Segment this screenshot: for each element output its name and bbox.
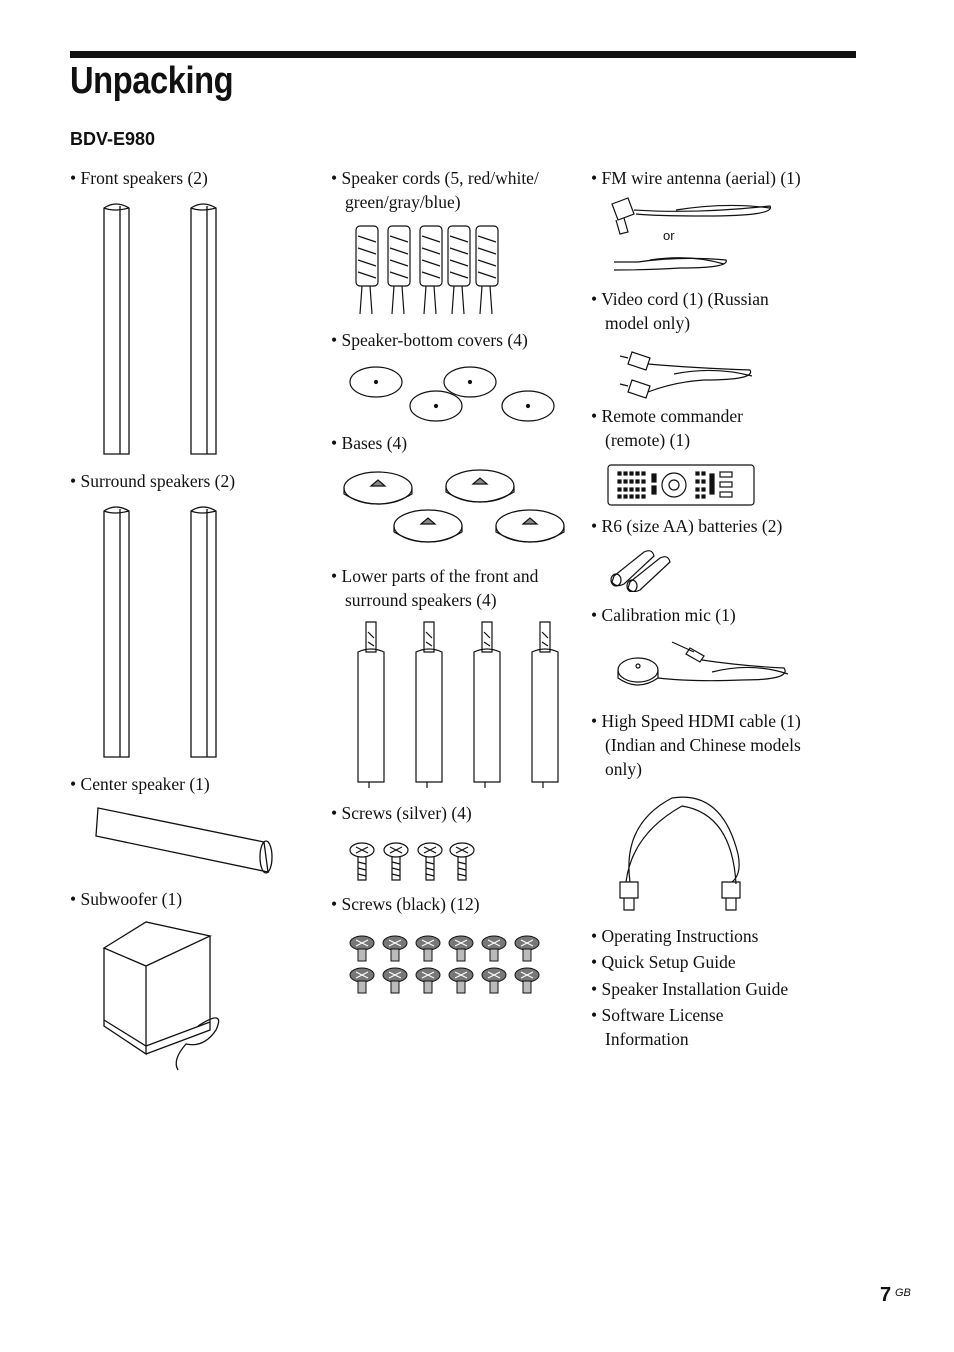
item-subwoofer: • Subwoofer (1) — [70, 887, 182, 911]
item-doc-operating: • Operating Instructions — [591, 924, 759, 948]
model-heading: BDV-E980 — [70, 129, 156, 149]
calibration-mic-illustration — [612, 636, 797, 698]
or-label: or — [663, 228, 675, 243]
screws-silver-illustration — [348, 840, 483, 884]
item-bases: • Bases (4) — [331, 431, 407, 455]
item-hdmi-cable: • High Speed HDMI cable (1) (Indian and Chinese models only) — [591, 709, 801, 781]
item-lower-parts: • Lower parts of the front and surround speakers (4) — [331, 564, 538, 612]
screws-black-illustration — [348, 934, 546, 996]
speaker-bottom-covers-illustration — [346, 362, 561, 430]
item-batteries: • R6 (size AA) batteries (2) — [591, 514, 782, 538]
bases-illustration — [340, 464, 572, 556]
page-number: 7 — [880, 1284, 892, 1306]
item-screws-silver: • Screws (silver) (4) — [331, 801, 472, 825]
video-cord-illustration — [614, 346, 759, 402]
page-title: Unpacking — [70, 60, 234, 102]
item-calibration-mic: • Calibration mic (1) — [591, 603, 736, 627]
center-speaker-illustration — [92, 804, 277, 879]
item-doc-quick-setup: • Quick Setup Guide — [591, 950, 736, 974]
lower-parts-illustration — [352, 618, 567, 793]
item-speaker-bottom-covers: • Speaker-bottom covers (4) — [331, 328, 528, 352]
item-doc-speaker-install: • Speaker Installation Guide — [591, 977, 788, 1001]
subwoofer-illustration — [98, 918, 228, 1078]
front-speakers-illustration — [96, 200, 226, 460]
item-fm-antenna: • FM wire antenna (aerial) (1) — [591, 166, 801, 190]
fm-antenna-wire-illustration — [610, 250, 735, 278]
item-surround-speakers: • Surround speakers (2) — [70, 469, 235, 493]
surround-speakers-illustration — [96, 503, 226, 763]
speaker-cords-illustration — [352, 222, 502, 320]
remote-illustration — [606, 462, 758, 508]
item-front-speakers: • Front speakers (2) — [70, 166, 208, 190]
top-rule — [70, 51, 856, 58]
page-suffix: GB — [895, 1287, 911, 1299]
item-center-speaker: • Center speaker (1) — [70, 772, 210, 796]
item-video-cord: • Video cord (1) (Russian model only) — [591, 287, 769, 335]
batteries-illustration — [604, 546, 676, 592]
fm-antenna-connector-illustration — [606, 194, 781, 242]
item-remote: • Remote commander (remote) (1) — [591, 404, 743, 452]
item-speaker-cords: • Speaker cords (5, red/white/ green/gray/blue) — [331, 166, 539, 214]
item-doc-license: • Software License Information — [591, 1003, 723, 1051]
hdmi-cable-illustration — [612, 794, 752, 919]
item-screws-black: • Screws (black) (12) — [331, 892, 480, 916]
